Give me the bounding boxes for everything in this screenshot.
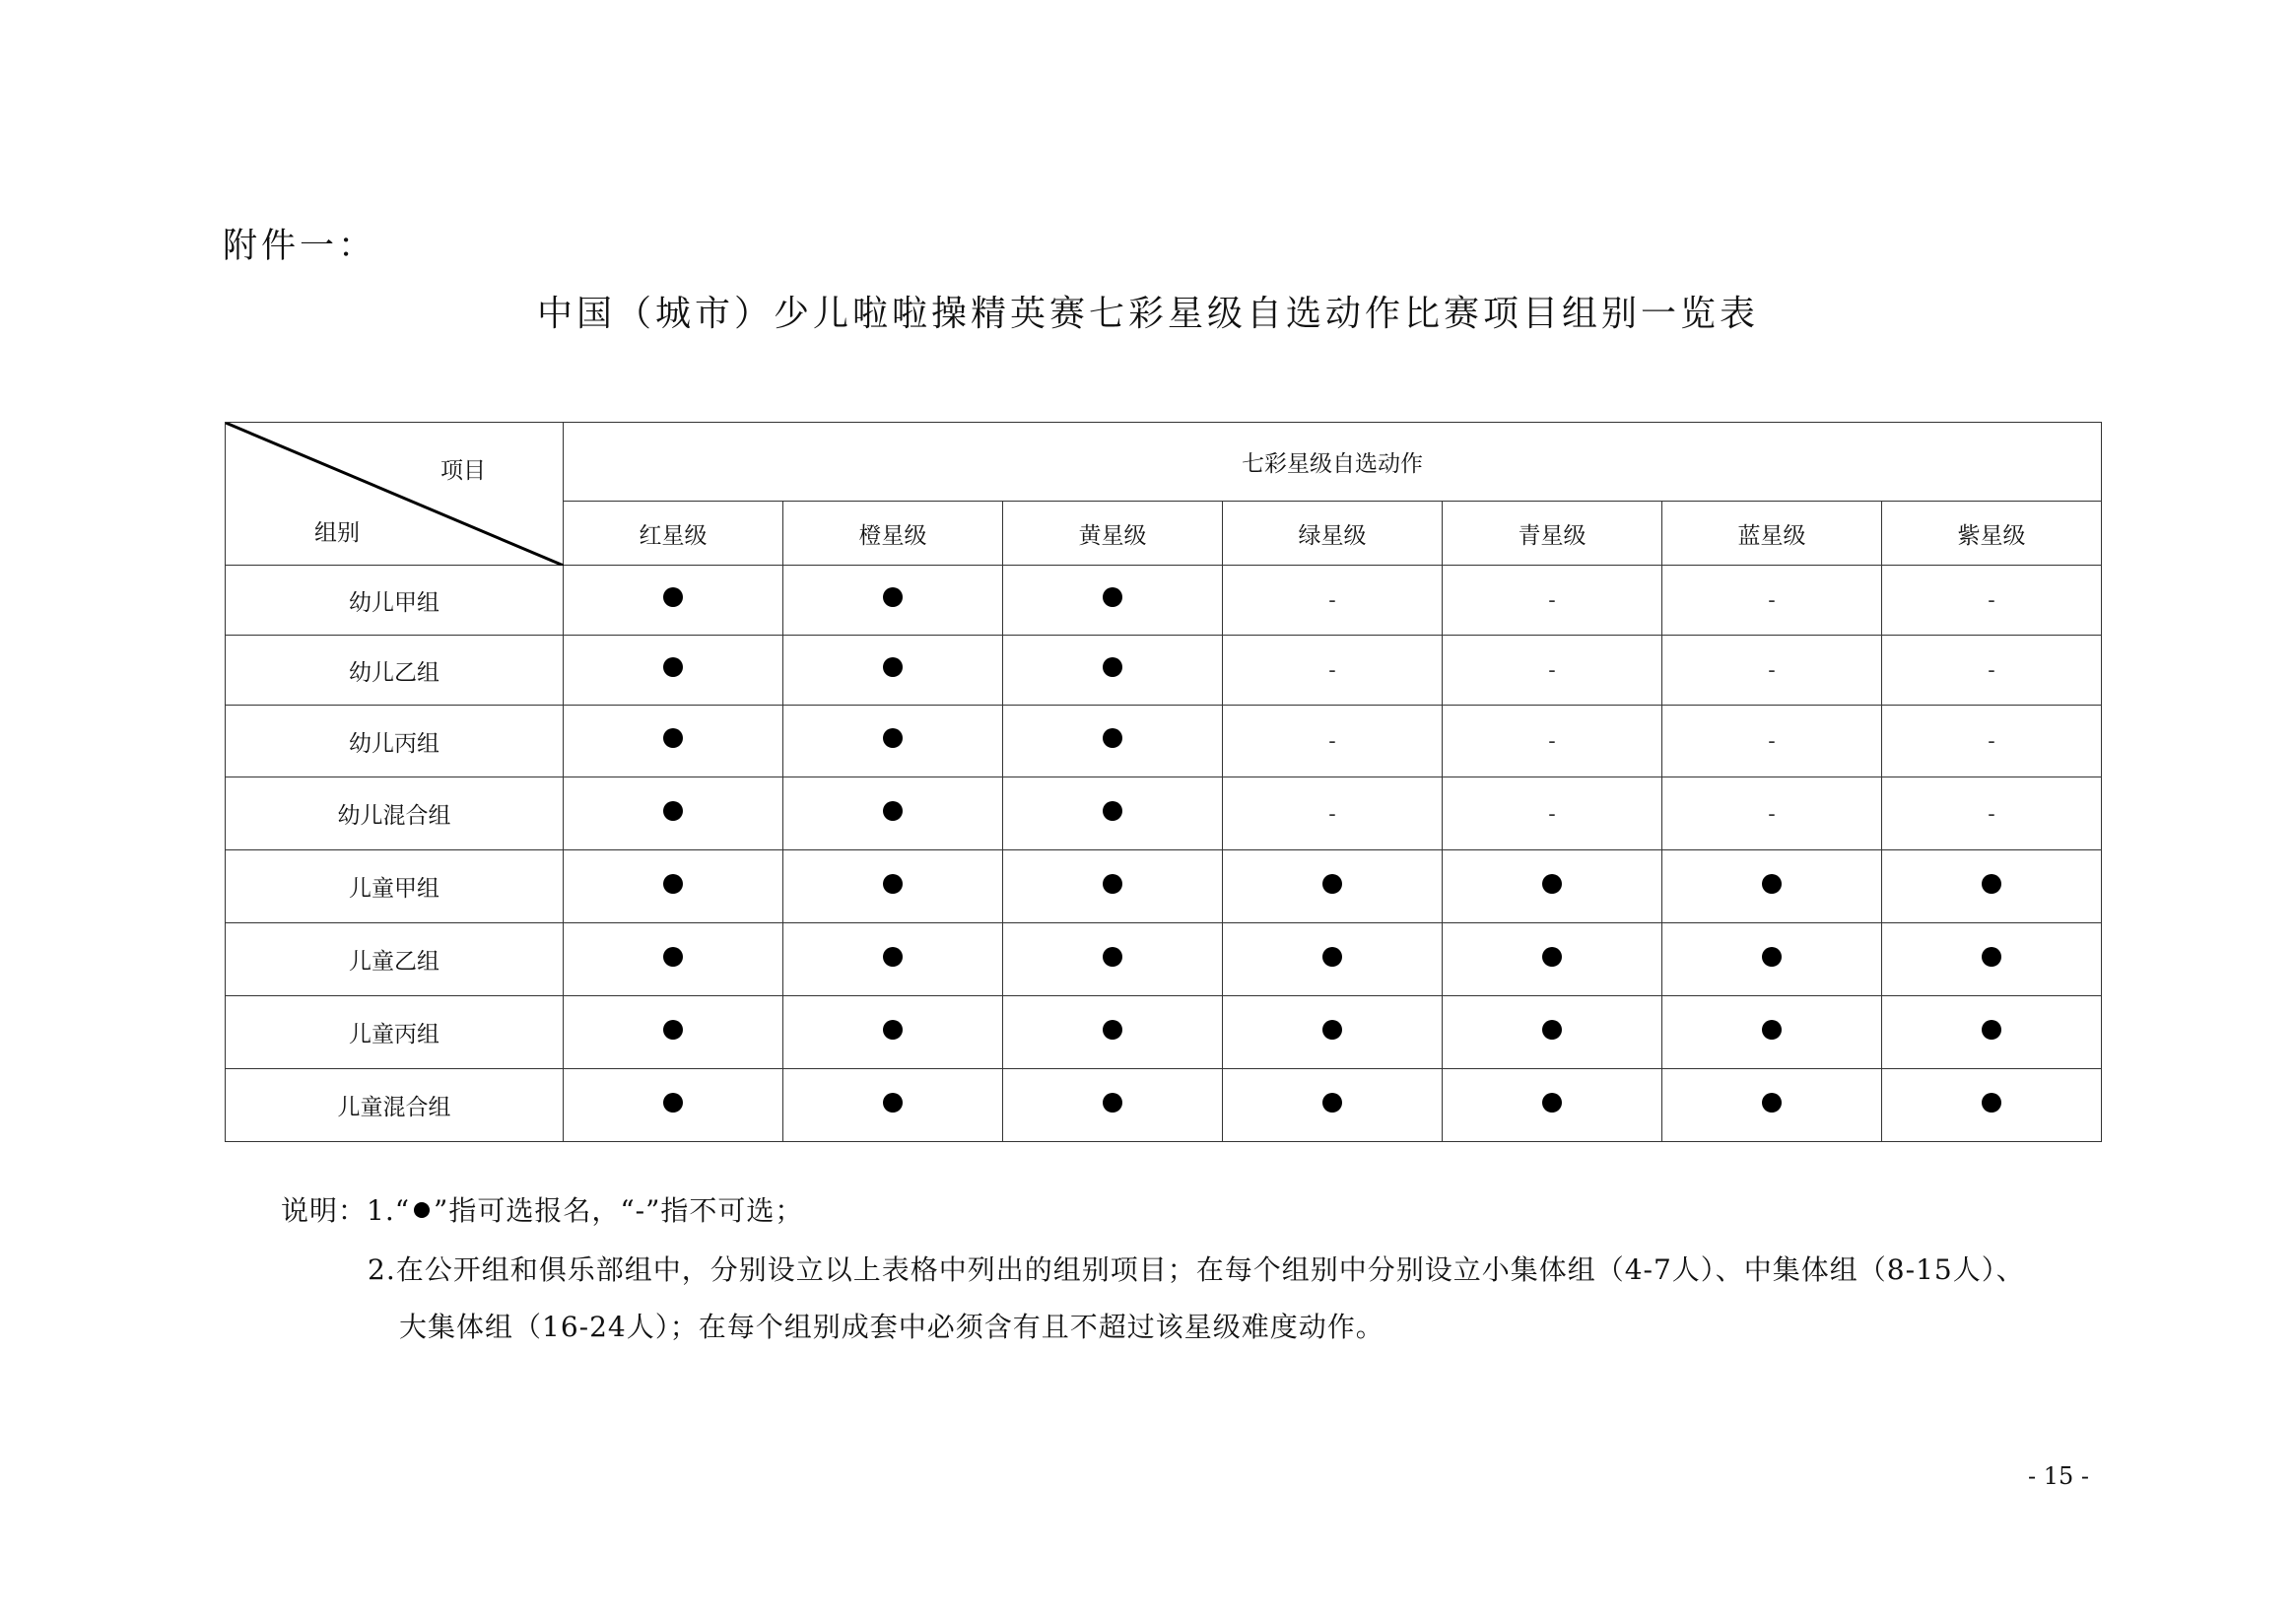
dot-icon	[1103, 1020, 1122, 1040]
document-title: 中国（城市）少儿啦啦操精英赛七彩星级自选动作比赛项目组别一览表	[536, 294, 1759, 334]
dot-icon	[883, 1093, 903, 1113]
dash-mark: -	[1768, 729, 1776, 754]
row-label: 幼儿甲组	[226, 566, 564, 636]
row-label: 儿童混合组	[226, 1069, 564, 1142]
selectable-cell	[783, 923, 1003, 996]
unavailable-cell	[1882, 706, 2102, 777]
corner-group-label: 组别	[314, 520, 360, 546]
unavailable-cell	[1443, 777, 1662, 850]
table-row	[226, 1069, 2102, 1142]
unavailable-cell	[1662, 636, 1882, 706]
dot-icon	[663, 801, 683, 821]
selectable-cell	[1443, 923, 1662, 996]
dot-icon	[663, 587, 683, 607]
dash-mark: -	[1988, 729, 1995, 754]
dot-icon	[663, 1093, 683, 1113]
diagonal-line	[226, 423, 564, 566]
dot-icon	[883, 947, 903, 967]
dash-mark: -	[1768, 801, 1776, 827]
table-row	[226, 850, 2102, 923]
dash-mark: -	[1328, 801, 1336, 827]
dash-mark: -	[1988, 588, 1995, 613]
dash-mark: -	[1328, 658, 1336, 683]
unavailable-cell	[1223, 566, 1443, 636]
page-number: - 15 -	[2028, 1462, 2090, 1490]
note-line-3: 大集体组（16-24人）；在每个组别成套中必须含有且不超过该星级难度动作。	[399, 1311, 1384, 1343]
selectable-cell	[1882, 996, 2102, 1069]
dash-mark: -	[1768, 588, 1776, 613]
corner-header-cell	[226, 423, 564, 566]
dot-icon	[663, 1020, 683, 1040]
dash-mark: -	[1548, 729, 1556, 754]
dot-icon	[1542, 1020, 1562, 1040]
selectable-cell	[1443, 996, 1662, 1069]
table-row	[226, 777, 2102, 850]
column-header: 青星级	[1443, 502, 1662, 566]
dash-mark: -	[1548, 801, 1556, 827]
dot-icon	[883, 1020, 903, 1040]
selectable-cell	[783, 850, 1003, 923]
unavailable-cell	[1443, 566, 1662, 636]
table-row	[226, 996, 2102, 1069]
dot-icon	[1762, 1020, 1782, 1040]
unavailable-cell	[1223, 706, 1443, 777]
dot-icon	[1103, 657, 1122, 677]
row-label: 儿童丙组	[226, 996, 564, 1069]
selectable-cell	[1443, 1069, 1662, 1142]
event-group-table	[225, 422, 2102, 1142]
selectable-cell	[564, 566, 783, 636]
selectable-cell	[1003, 850, 1223, 923]
selectable-cell	[564, 850, 783, 923]
dot-icon	[663, 947, 683, 967]
dot-icon	[1762, 947, 1782, 967]
selectable-cell	[1003, 777, 1223, 850]
selectable-cell	[1662, 923, 1882, 996]
dot-icon	[1982, 947, 2001, 967]
selectable-cell	[1003, 1069, 1223, 1142]
row-label: 儿童乙组	[226, 923, 564, 996]
selectable-cell	[783, 706, 1003, 777]
dot-icon	[1542, 947, 1562, 967]
dash-mark: -	[1328, 729, 1336, 754]
selectable-cell	[564, 777, 783, 850]
unavailable-cell	[1662, 706, 1882, 777]
selectable-cell	[1882, 1069, 2102, 1142]
dot-icon	[663, 657, 683, 677]
dot-icon	[1542, 874, 1562, 894]
dot-icon	[883, 874, 903, 894]
selectable-cell	[783, 636, 1003, 706]
dot-icon	[1322, 947, 1342, 967]
dot-icon	[1103, 947, 1122, 967]
note-line-1-suffix: ”指可选报名，“-”指不可选；	[434, 1194, 804, 1227]
row-label: 幼儿乙组	[226, 636, 564, 706]
selectable-cell	[1003, 996, 1223, 1069]
dash-mark: -	[1548, 588, 1556, 613]
selectable-cell	[783, 996, 1003, 1069]
unavailable-cell	[1223, 777, 1443, 850]
selectable-cell	[564, 636, 783, 706]
selectable-cell	[1882, 923, 2102, 996]
dot-icon	[663, 874, 683, 894]
dot-icon	[1103, 801, 1122, 821]
column-header: 紫星级	[1882, 502, 2102, 566]
unavailable-cell	[1443, 636, 1662, 706]
unavailable-cell	[1443, 706, 1662, 777]
dot-icon	[1103, 587, 1122, 607]
dot-icon	[1982, 1020, 2001, 1040]
selectable-cell	[1662, 996, 1882, 1069]
dot-icon	[883, 587, 903, 607]
table-row	[226, 706, 2102, 777]
selectable-cell	[1662, 1069, 1882, 1142]
unavailable-cell	[1223, 636, 1443, 706]
selectable-cell	[1662, 850, 1882, 923]
unavailable-cell	[1882, 777, 2102, 850]
dot-icon	[663, 728, 683, 748]
dot-icon	[1322, 1093, 1342, 1113]
dot-icon	[883, 728, 903, 748]
dot-icon	[1103, 728, 1122, 748]
column-header: 蓝星级	[1662, 502, 1882, 566]
dot-icon	[1103, 1093, 1122, 1113]
selectable-cell	[564, 923, 783, 996]
dot-icon	[1982, 1093, 2001, 1113]
selectable-cell	[1223, 996, 1443, 1069]
note-line-1-prefix: 说明：1.“	[281, 1194, 411, 1227]
selectable-cell	[1003, 706, 1223, 777]
dot-icon	[1762, 1093, 1782, 1113]
selectable-cell	[783, 777, 1003, 850]
dash-mark: -	[1768, 658, 1776, 683]
corner-project-label: 项目	[440, 458, 486, 484]
dash-mark: -	[1328, 588, 1336, 613]
selectable-cell	[1223, 1069, 1443, 1142]
selectable-cell	[1223, 850, 1443, 923]
selectable-cell	[564, 996, 783, 1069]
table-row	[226, 923, 2102, 996]
dash-mark: -	[1988, 801, 1995, 827]
selectable-cell	[1003, 566, 1223, 636]
dot-icon	[1103, 874, 1122, 894]
dash-mark: -	[1548, 658, 1556, 683]
unavailable-cell	[1662, 566, 1882, 636]
attachment-label: 附件一：	[223, 227, 377, 266]
dot-icon	[1542, 1093, 1562, 1113]
selectable-cell	[1003, 923, 1223, 996]
selectable-cell	[564, 1069, 783, 1142]
dot-icon	[883, 801, 903, 821]
dot-icon	[883, 657, 903, 677]
bullet-dot-icon	[414, 1202, 430, 1218]
column-header: 红星级	[564, 502, 783, 566]
dot-icon	[1762, 874, 1782, 894]
unavailable-cell	[1882, 636, 2102, 706]
dot-icon	[1322, 874, 1342, 894]
selectable-cell	[1443, 850, 1662, 923]
dot-icon	[1322, 1020, 1342, 1040]
selectable-cell	[1882, 850, 2102, 923]
row-label: 儿童甲组	[226, 850, 564, 923]
column-header: 橙星级	[783, 502, 1003, 566]
group-header: 七彩星级自选动作	[564, 423, 2102, 502]
note-line-2: 2.在公开组和俱乐部组中，分别设立以上表格中列出的组别项目；在每个组别中分别设立小集体组（4-7人）、中集体组（8-15人）、	[368, 1253, 2025, 1286]
selectable-cell	[564, 706, 783, 777]
note-line-1	[281, 1194, 804, 1227]
selectable-cell	[1223, 923, 1443, 996]
table-row	[226, 566, 2102, 636]
dot-icon	[1982, 874, 2001, 894]
selectable-cell	[783, 566, 1003, 636]
dash-mark: -	[1988, 658, 1995, 683]
row-label: 幼儿混合组	[226, 777, 564, 850]
selectable-cell	[1003, 636, 1223, 706]
row-label: 幼儿丙组	[226, 706, 564, 777]
table-row	[226, 636, 2102, 706]
unavailable-cell	[1662, 777, 1882, 850]
column-header: 绿星级	[1223, 502, 1443, 566]
column-header: 黄星级	[1003, 502, 1223, 566]
unavailable-cell	[1882, 566, 2102, 636]
selectable-cell	[783, 1069, 1003, 1142]
